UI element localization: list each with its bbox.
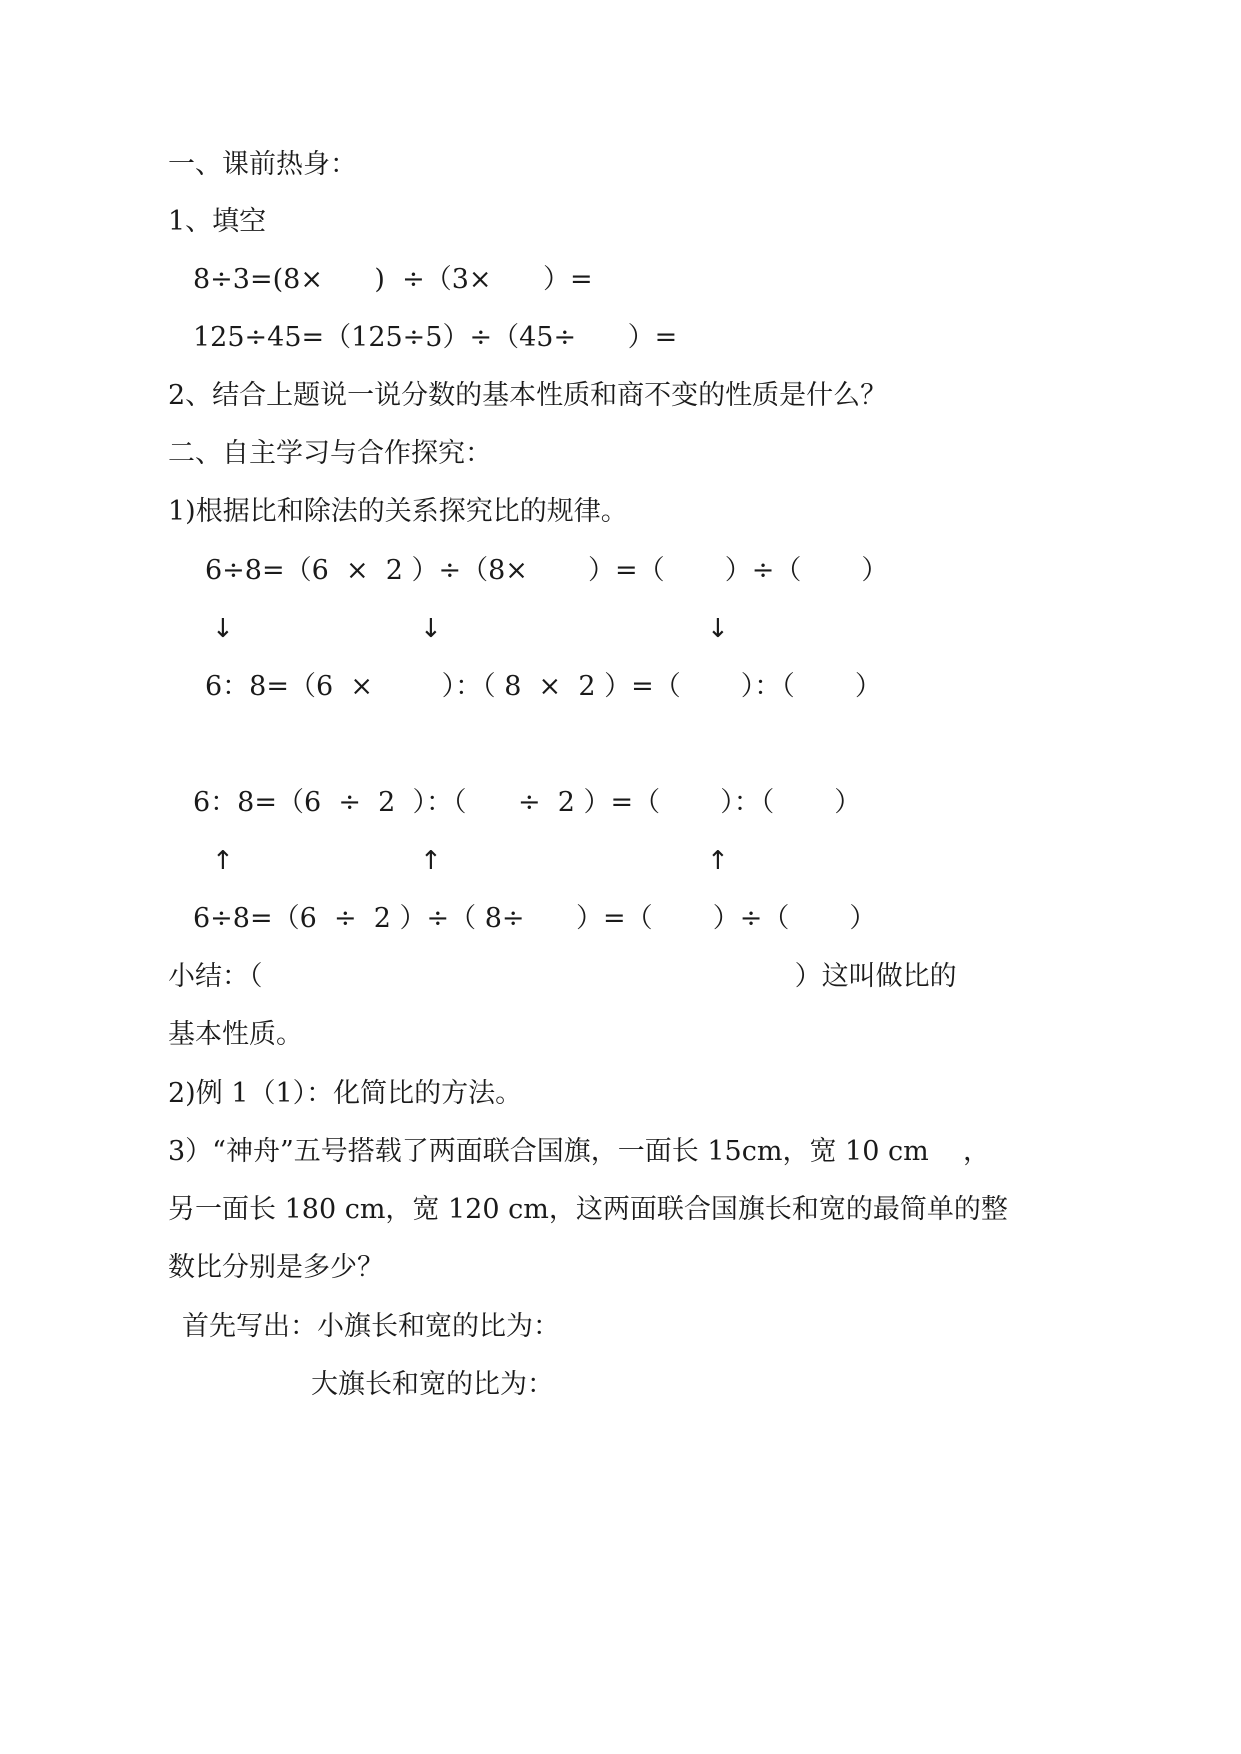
part-1-title: 1)根据比和除法的关系探究比的规律。: [168, 496, 628, 527]
down-arrow-icon: ↓: [707, 614, 729, 644]
up-arrow-icon: ↑: [212, 846, 234, 876]
answer-large-flag: 大旗长和宽的比为：: [311, 1369, 554, 1400]
down-arrow-icon: ↓: [212, 614, 234, 644]
division-row-1: 6÷8=（6 × 2 ）÷（8× ）=（ ）÷（ ）: [205, 555, 889, 586]
part-3-problem-line-2: 另一面长 180 cm，宽 120 cm，这两面联合国旗长和宽的最简单的整: [168, 1194, 1008, 1225]
part-3-problem-line-1: 3）“神舟”五号搭载了两面联合国旗，一面长 15cm，宽 10 cm ，: [168, 1136, 991, 1167]
section-heading-warmup: 一、课前热身：: [168, 149, 357, 180]
summary-line-continued: 基本性质。: [168, 1019, 303, 1050]
down-arrow-icon: ↓: [420, 614, 442, 644]
answer-small-flag: 首先写出：小旗长和宽的比为：: [182, 1311, 560, 1342]
fill-blank-equation-1: 8÷3=(8× ) ÷（3× ）=: [193, 264, 593, 295]
ratio-row-2: 6：8=（6 ÷ 2 ）：（ ÷ 2 ）=（ ）：（ ）: [193, 787, 862, 818]
question-1-title: 1、填空: [168, 206, 267, 237]
question-2: 2、结合上题说一说分数的基本性质和商不变的性质是什么？: [168, 380, 888, 411]
up-arrow-icon: ↑: [707, 846, 729, 876]
part-3-problem-line-3: 数比分别是多少？: [168, 1252, 384, 1283]
summary-line: 小结：（ ）这叫做比的: [168, 961, 957, 992]
ratio-row-1: 6：8=（6 × ）：（ 8 × 2 ）=（ ）：（ ）: [205, 671, 882, 702]
section-heading-explore: 二、自主学习与合作探究：: [168, 438, 492, 469]
part-2-example: 2)例 1（1）：化简比的方法。: [168, 1078, 523, 1109]
division-row-2: 6÷8=（6 ÷ 2 ）÷（ 8÷ ）=（ ）÷（ ）: [193, 903, 877, 934]
fill-blank-equation-2: 125÷45=（125÷5）÷（45÷ ）=: [193, 322, 678, 353]
up-arrow-icon: ↑: [420, 846, 442, 876]
